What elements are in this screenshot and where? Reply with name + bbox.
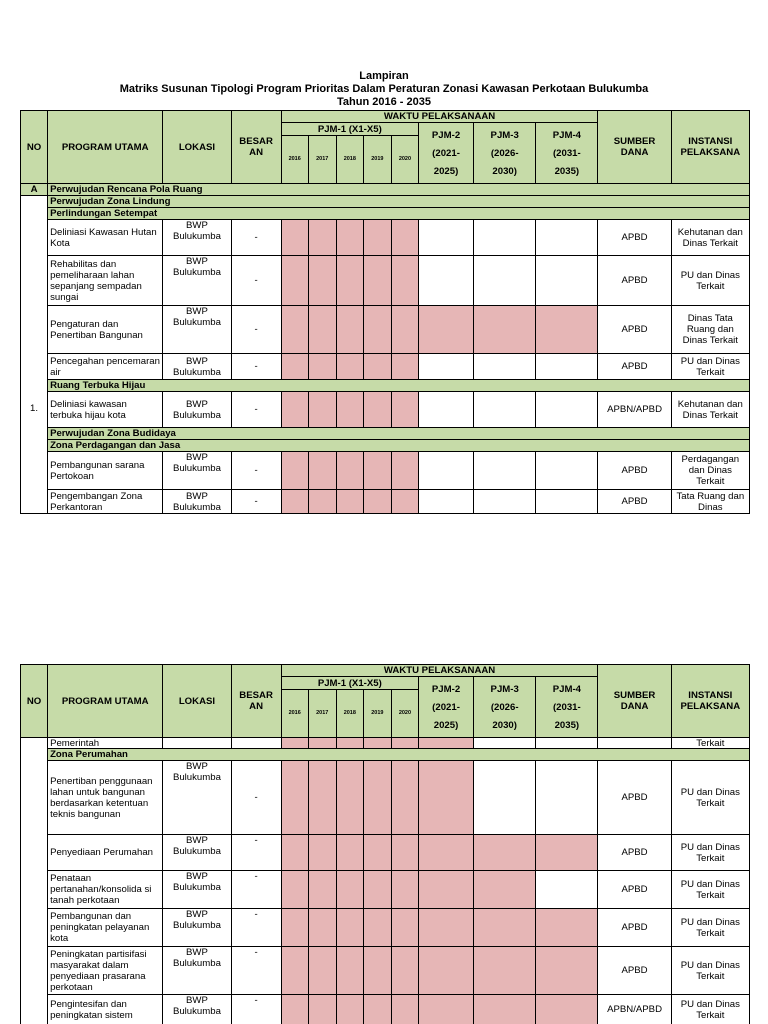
document-label: Lampiran xyxy=(359,70,409,82)
table-row: Pembangunan dan peningkatan pelayanan kota BWP Bulukumba - APBD PU dan Dinas Terkait xyxy=(21,909,750,947)
header-pjm1: PJM-1 (X1-X5) xyxy=(281,677,418,690)
group-number: 1. xyxy=(21,196,48,514)
header-year-2017: 2017 xyxy=(308,136,336,184)
matrix-table-page-1 xyxy=(20,110,750,514)
table-row: Penataan pertanahan/konsolida si tanah perkotaan BWP Bulukumba - APBD PU dan Dinas Terkait xyxy=(21,871,750,909)
subsection-row: Ruang Terbuka Hijau xyxy=(21,380,750,392)
header-year-2020: 2020 xyxy=(391,136,418,184)
header-waktu: WAKTU PELAKSANAAN xyxy=(281,665,598,677)
table-row: Rehabilitas dan pemeliharaan lahan sepanjang sempadan sungai BWP Bulukumba - APBD PU dan Dinas Terkait xyxy=(21,256,750,306)
document-period: Tahun 2016 - 2035 xyxy=(337,96,431,108)
header-year-2019: 2019 xyxy=(363,690,391,738)
table-row: Pembangunan sarana Pertokoan BWP Bulukumba - APBD Perdagangan dan Dinas Terkait xyxy=(21,452,750,490)
section-row: A Perwujudan Rencana Pola Ruang xyxy=(21,184,750,196)
matrix-table-page-2 xyxy=(20,664,750,1024)
header-year-2020: 2020 xyxy=(391,690,418,738)
header-pjm4: PJM-4 (2031- 2035) xyxy=(536,123,598,184)
subsection-row: Zona Perdagangan dan Jasa xyxy=(21,440,750,452)
document-title: Matriks Susunan Tipologi Program Prioritas Dalam Peraturan Zonasi Kawasan Perkotaan Bulukumba xyxy=(119,83,649,95)
header-besaran: BESAR AN xyxy=(231,111,281,184)
subsection-row: Zona Perumahan xyxy=(21,749,750,761)
header-pjm2: PJM-2 (2021- 2025) xyxy=(418,677,473,738)
header-program: PROGRAM UTAMA xyxy=(48,111,163,184)
table-row: Pengaturan dan Penertiban Bangunan BWP Bulukumba - APBD Dinas Tata Ruang dan Dinas Terkait xyxy=(21,306,750,354)
header-instansi: INSTANSI PELAKSANA xyxy=(671,665,749,738)
table-row: Deliniasi kawasan terbuka hijau kota BWP Bulukumba - APBN/APBD Kehutanan dan Dinas Terkait xyxy=(21,392,750,428)
header-pjm4: PJM-4 (2031- 2035) xyxy=(536,677,598,738)
table-row: Pemerintah Terkait xyxy=(21,738,750,749)
table-row: Penyediaan Perumahan BWP Bulukumba - APBD PU dan Dinas Terkait xyxy=(21,835,750,871)
subsection-row: Perwujudan Zona Lindung xyxy=(48,196,750,208)
header-no: NO xyxy=(21,111,48,184)
header-besaran: BESAR AN xyxy=(231,665,281,738)
header-year-2016: 2016 xyxy=(281,136,308,184)
header-sumber: SUMBER DANA xyxy=(598,665,671,738)
table-row: Pengembangan Zona Perkantoran BWP Bulukumba - APBD Tata Ruang dan Dinas xyxy=(21,490,750,514)
header-year-2017: 2017 xyxy=(308,690,336,738)
table-row: Pengintesifan dan peningkatan sistem BWP Bulukumba - APBN/APBD PU dan Dinas Terkait xyxy=(21,995,750,1024)
header-sumber: SUMBER DANA xyxy=(598,111,671,184)
header-pjm2: PJM-2 (2021- 2025) xyxy=(418,123,473,184)
header-year-2019: 2019 xyxy=(363,136,391,184)
subsection-row: Perlindungan Setempat xyxy=(21,208,750,220)
header-instansi: INSTANSI PELAKSANA xyxy=(671,111,749,184)
header-waktu: WAKTU PELAKSANAAN xyxy=(281,111,598,123)
header-year-2018: 2018 xyxy=(336,136,363,184)
header-no: NO xyxy=(21,665,48,738)
header-year-2016: 2016 xyxy=(281,690,308,738)
header-pjm3: PJM-3 (2026- 2030) xyxy=(474,677,536,738)
header-lokasi: LOKASI xyxy=(163,665,231,738)
table-row: Peningkatan partisifasi masyarakat dalam penyediaan prasarana perkotaan BWP Bulukumba - APBD PU dan Dinas Terkait xyxy=(21,947,750,995)
header-year-2018: 2018 xyxy=(336,690,363,738)
header-lokasi: LOKASI xyxy=(163,111,231,184)
header-pjm1: PJM-1 (X1-X5) xyxy=(281,123,418,136)
subsection-row: Perwujudan Zona Budidaya xyxy=(21,428,750,440)
table-row: Penertiban penggunaan lahan untuk bangunan berdasarkan ketentuan teknis bangunan BWP Bulukumba - APBD PU dan Dinas Terkait xyxy=(21,761,750,835)
table-row: Pencegahan pencemaran air BWP Bulukumba - APBD PU dan Dinas Terkait xyxy=(21,354,750,380)
header-pjm3: PJM-3 (2026- 2030) xyxy=(474,123,536,184)
table-row: Deliniasi Kawasan Hutan Kota BWP Bulukumba - APBD Kehutanan dan Dinas Terkait xyxy=(21,220,750,256)
header-program: PROGRAM UTAMA xyxy=(48,665,163,738)
